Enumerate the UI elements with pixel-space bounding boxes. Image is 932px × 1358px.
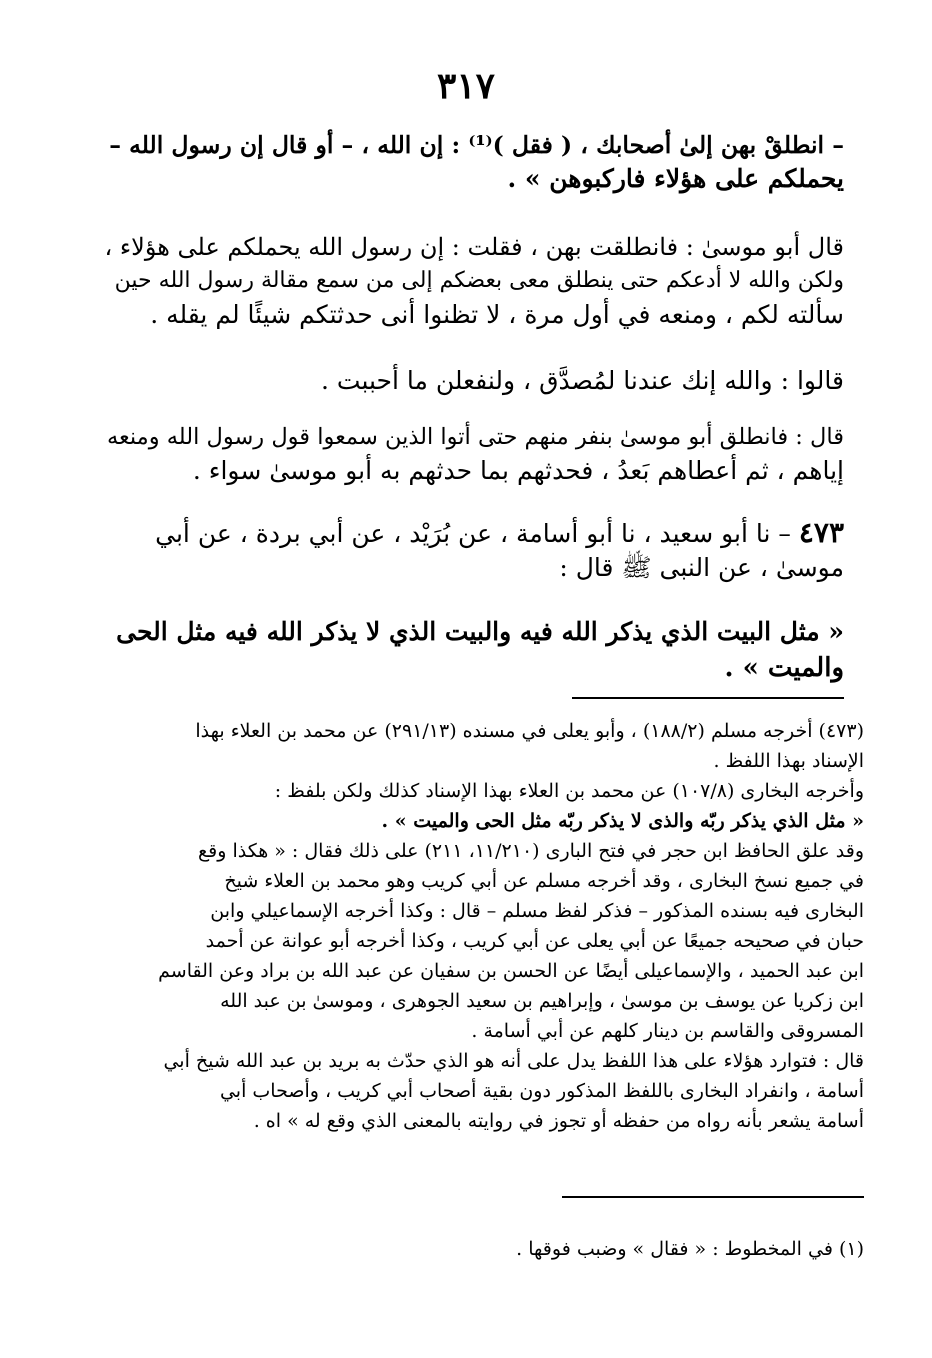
hadith-473-matn [104, 614, 844, 686]
text-line: يحملكم على هؤلاء فاركبوهن » . [507, 164, 844, 193]
note-line: أسامة ، وانفراد البخارى باللفظ المذكور دون بقية أصحاب أبي كريب ، وأصحاب أبي [219, 1080, 864, 1102]
hadith-473-isnad [104, 516, 844, 585]
note-line: « مثل الذي يذكر ربّه والذى لا يذكر ربّه مثل الحى والميت » . [381, 810, 864, 832]
text-line: – انطلقْ بهن إلىٰ أصحابك ، ( فقل )⁽¹⁾ : إن الله ، – أو قال إن رسول الله – [109, 131, 844, 159]
note-line: قال : فتوارد هؤلاء على هذا اللفظ يدل على أنه هو الذي حدّث به بريد بن عبد الله شيخ أبي [163, 1050, 864, 1072]
note-line: حبان في صحيحه جميعًا عن أبي يعلى عن أبي كريب ، وكذا أخرجه أبو عوانة عن أحمد [205, 930, 864, 952]
note-line: ابن عبد الحميد ، والإسماعيلى أيضًا عن الحسن بن سفيان عن عبد الله بن براد وعن القاسم [158, 960, 864, 982]
note-line: البخارى فيه بسنده المذكور – فذكر لفظ مسلم – قال : وكذا أخرجه الإسماعيلي وابن [210, 900, 864, 922]
footnote-line: (١) في المخطوط : « فقال » وضبب فوقها . [516, 1238, 864, 1260]
text-line: ولكن والله لا أدعكم حتى ينطلق معى بعضكم إلى من سمع مقالة رسول الله حين [114, 268, 844, 293]
hadith-number: ٤٧٣ [798, 516, 844, 549]
isnad-text: – نا أبو سعيد ، نا أبو أسامة ، عن بُرَيْد ، عن أبي بردة ، عن أبي [155, 519, 799, 548]
note-line: وقد علق الحافظ ابن حجر في فتح البارى (١١/٢١٠، ٢١١) على ذلك فقال : « هكذا وقع [198, 840, 864, 862]
paragraph-qalu [104, 364, 844, 398]
note-line: وأخرجه البخارى (١٠٧/٨) عن محمد بن العلاء بهذا الإسناد كذلك ولكن بلفظ : [274, 780, 864, 802]
note-line: (٤٧٣) أخرجه مسلم (١٨٨/٢) ، وأبو يعلى في مسنده (٢٩١/١٣) عن محمد بن العلاء بهذا [195, 720, 864, 742]
takhrij-notes [104, 716, 864, 1136]
note-line: الإسناد بهذا اللفظ . [713, 750, 864, 772]
paragraph-fantalaqa [104, 420, 844, 488]
text-line: موسىٰ ، عن النبى ﷺ قال : [559, 553, 844, 582]
text-line: قالوا : والله إنك عندنا لمُصدَّق ، ولنفعلن ما أحببت . [321, 366, 844, 395]
paragraph-abu-musa [104, 230, 844, 332]
text-line: قال : فانطلق أبو موسىٰ بنفر منهم حتى أتوا الذين سمعوا قول رسول الله ومنعه [106, 424, 844, 450]
text-line: والميت » . [724, 653, 844, 683]
text-line: قال أبو موسىٰ : فانطلقت بهن ، فقلت : إن رسول الله يحملكم على هؤلاء ، [104, 233, 844, 261]
separator-rule [572, 697, 844, 699]
note-line: أسامة يشعر بأنه رواه من حفظه أو تجوز في روايته بالمعنى الذي وقع له » اه . [253, 1110, 864, 1132]
page-number: ٣١٧ [436, 65, 495, 107]
footnote-separator-rule [562, 1196, 864, 1198]
footnote [104, 1234, 864, 1264]
text-line: سألته لكم ، ومنعه في أول مرة ، لا تظنوا أنى حدثتكم شيئًا لم يقله . [150, 300, 844, 329]
note-line: ابن زكريا عن يوسف بن موسىٰ ، وإبراهيم بن سعيد الجوهرى ، وموسىٰ بن عبد الله [220, 990, 864, 1012]
hadith-continuation [104, 128, 844, 196]
text-line: إياهم ، ثم أعطاهم بَعدُ ، فحدثهم بما حدثهم به أبو موسىٰ سواء . [192, 456, 844, 485]
note-line: المسروقى والقاسم بن دينار كلهم عن أبي أسامة . [471, 1020, 864, 1042]
text-line: « مثل البيت الذي يذكر الله فيه والبيت الذي لا يذكر الله فيه مثل الحى [116, 617, 844, 646]
note-line: في جميع نسخ البخارى ، وقد أخرجه مسلم عن أبي كريب وهو محمد بن العلاء شيخ [224, 870, 864, 892]
text-line [104, 516, 844, 551]
